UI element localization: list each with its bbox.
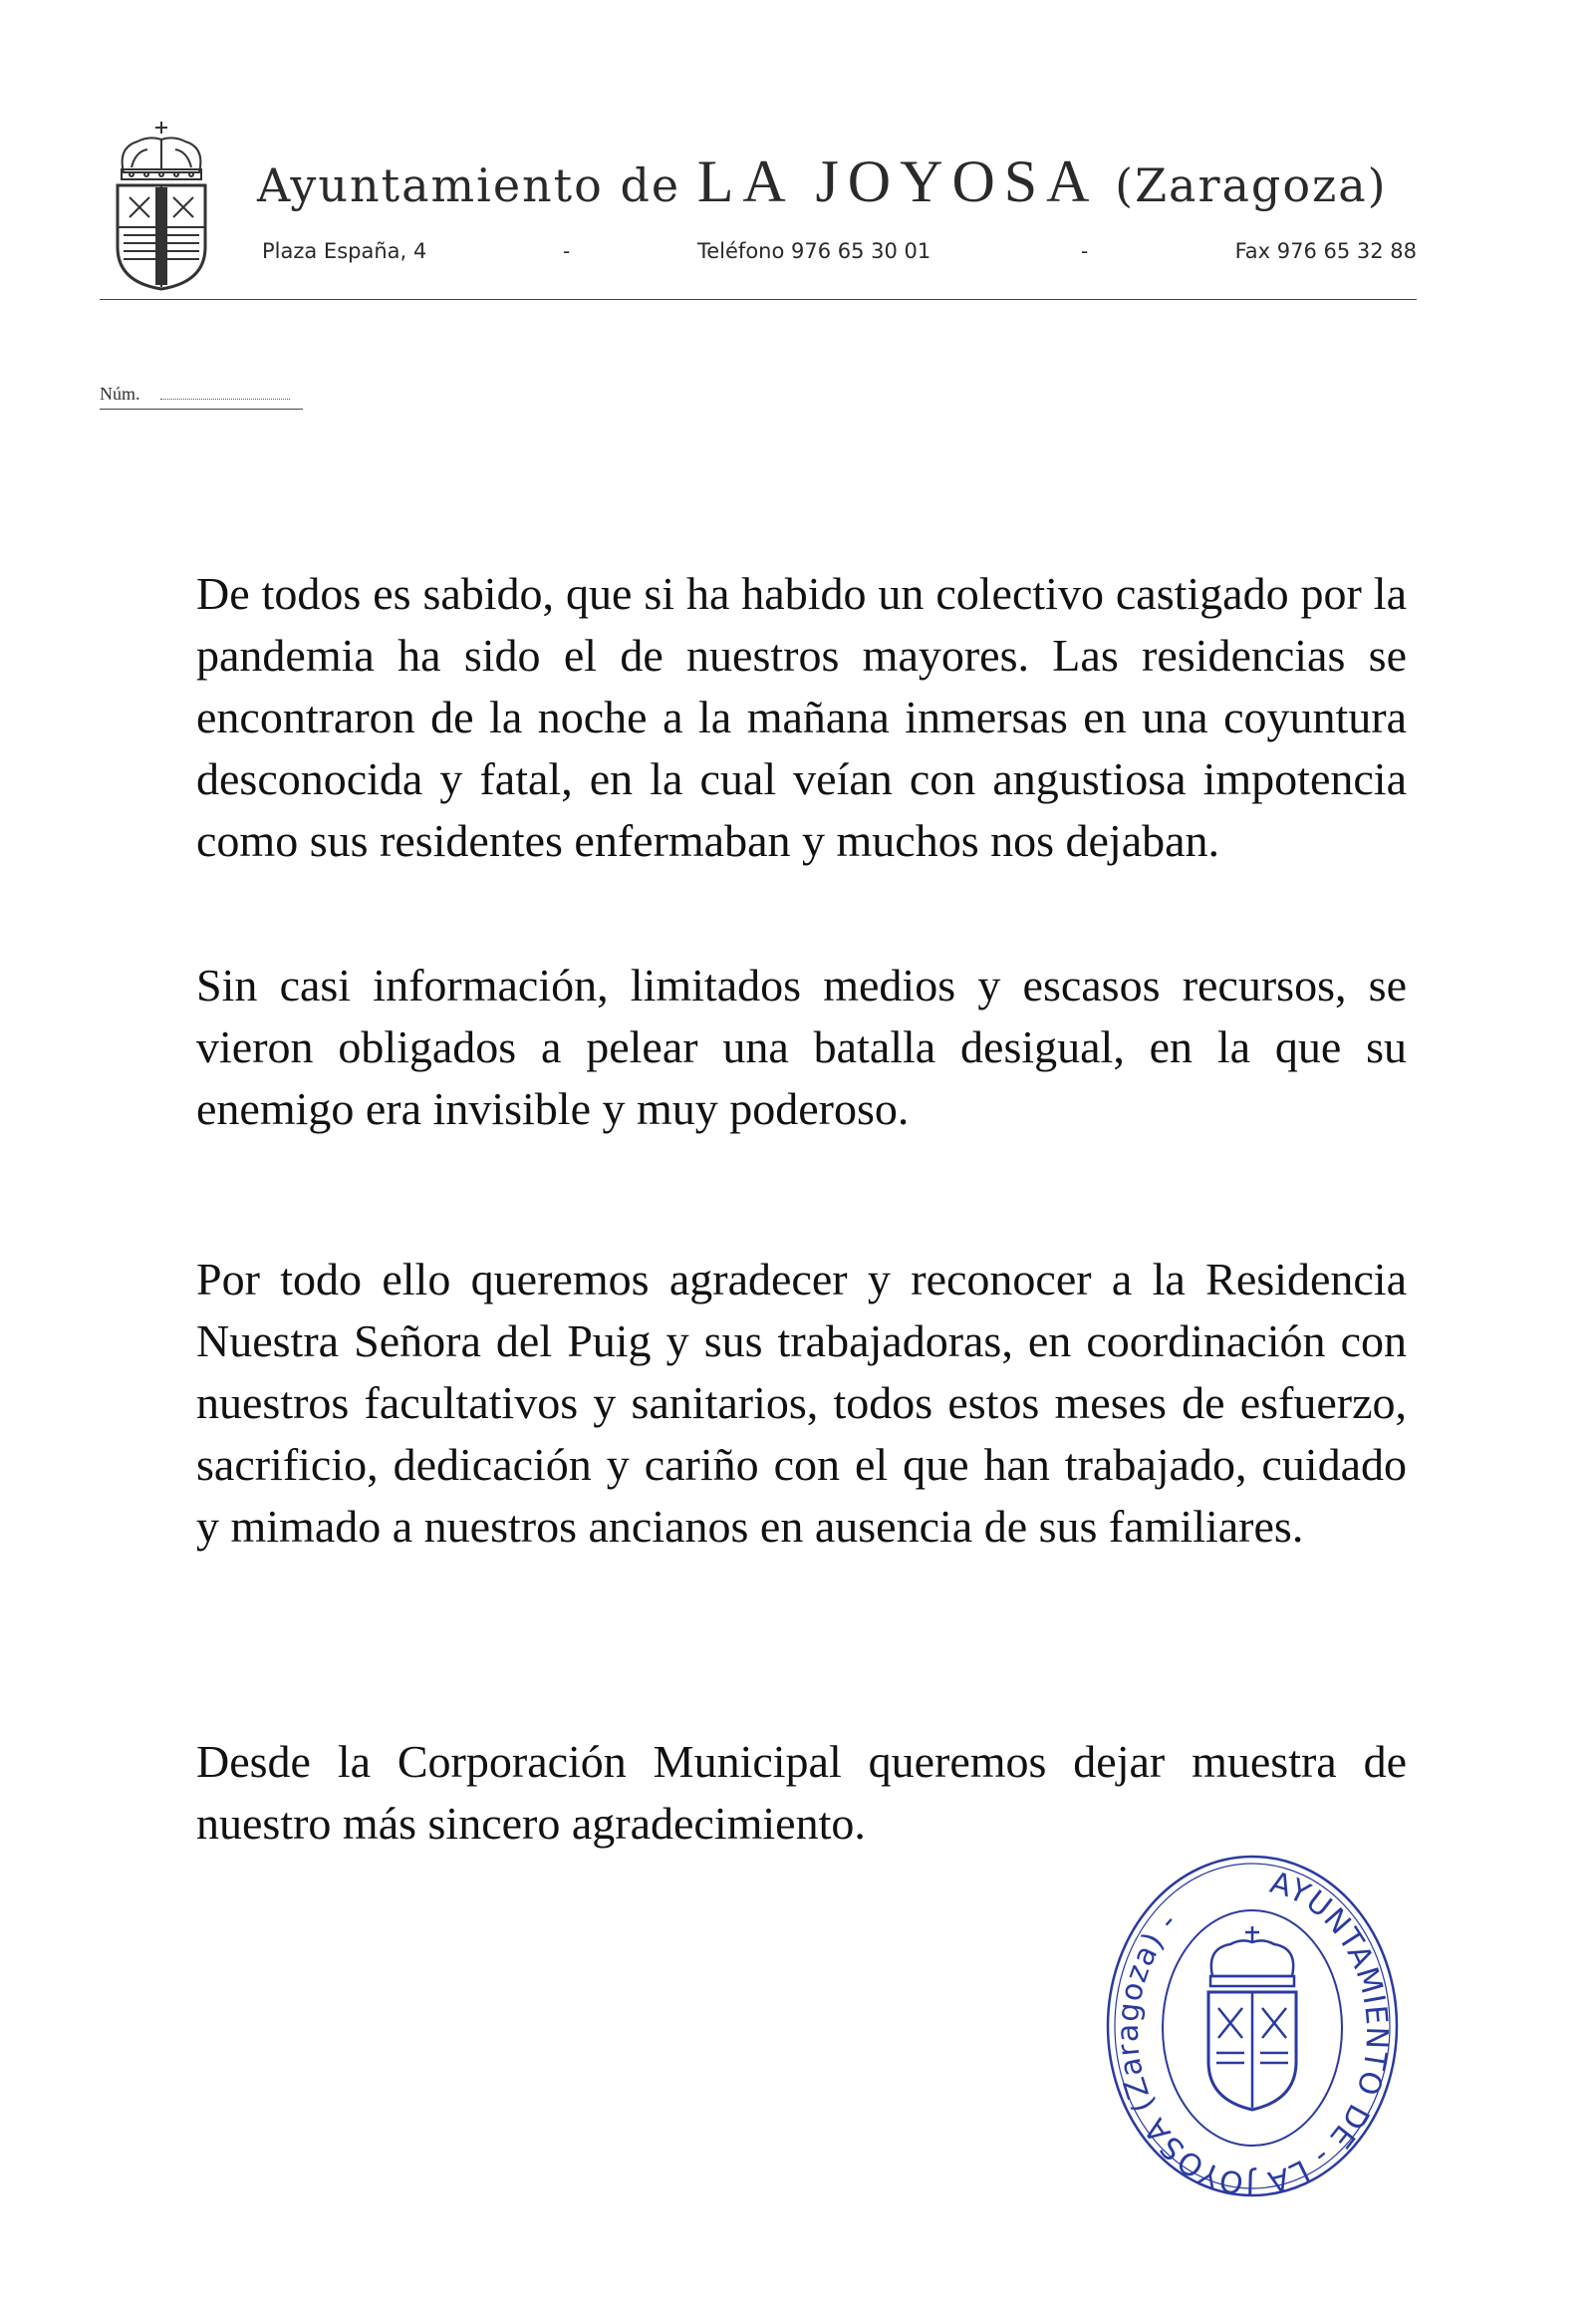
title-prefix: Ayuntamiento de <box>257 158 681 212</box>
coat-of-arms-icon <box>110 118 214 292</box>
municipal-seal-icon <box>1101 1849 1405 2202</box>
region-name: (Zaragoza) <box>1115 158 1388 212</box>
paragraph: Por todo ello queremos agradecer y reconocer a la Residencia Nuestra Señora del Puig y sus trabajadoras, en coordinación con nuestros facultativos y sanitarios, todos estos meses de esfuerzo, sacrificio, dedicación y cariño con el que han trabajado, cuidado y mimado a nuestros ancianos en ausencia de sus familiares. <box>196 1254 1407 1552</box>
paragraph: Sin casi información, limitados medios y escasos recursos, se vieron obligados a pelear una batalla desigual, en la que su enemigo era invisible y muy poderoso. <box>196 960 1407 1134</box>
separator: - <box>563 239 571 263</box>
organization-title <box>257 147 1433 217</box>
dotted-line <box>160 387 290 400</box>
header-divider <box>100 299 1417 300</box>
document-number-label: Núm. <box>100 384 140 404</box>
separator: - <box>1081 239 1089 263</box>
phone-number: Teléfono 976 65 30 01 <box>697 239 931 263</box>
paragraph: De todos es sabido, que si ha habido un colectivo castigado por la pandemia ha sido el de nuestros mayores. Las residencias se encontraron de la noche a la mañana inmersas en una coyuntura desconocida y fatal, en la cual veían con angustiosa impotencia como sus residentes enfermaban y muchos nos dejaban. <box>196 568 1407 866</box>
seal-text: AYUNTAMIENTO DE - LA JOYOSA (Zaragoza) - <box>1110 1865 1395 2201</box>
document-number-field <box>100 384 303 410</box>
paragraph: Desde la Corporación Municipal queremos dejar muestra de nuestro más sincero agradecimiento. <box>196 1736 1407 1849</box>
town-name: LA JOYOSA <box>696 148 1099 214</box>
fax-number: Fax 976 65 32 88 <box>1234 239 1417 263</box>
address: Plaza España, 4 <box>262 239 427 263</box>
